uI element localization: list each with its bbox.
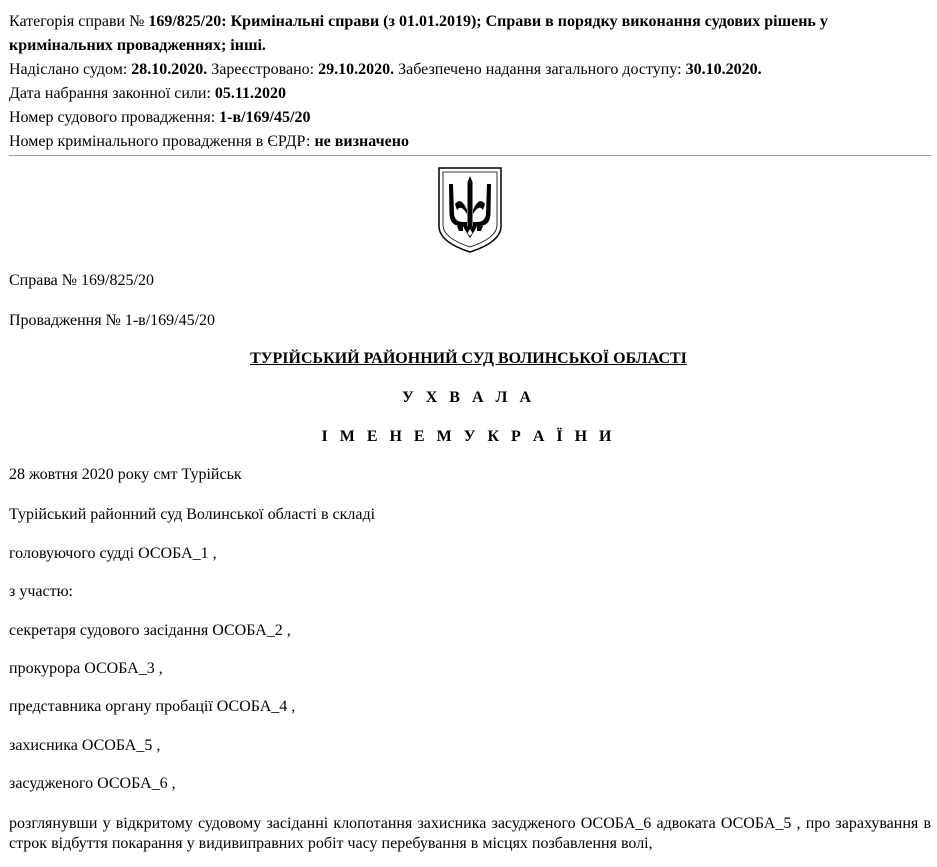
proceeding-number: Провадження № 1-в/169/45/20 xyxy=(9,312,216,329)
secretary: секретаря судового засідання ОСОБА_2 , xyxy=(9,622,291,639)
document-type: У Х В А Л А xyxy=(402,389,535,406)
defender: захисника ОСОБА_5 , xyxy=(9,737,161,754)
court-proceeding-value: 1-в/169/45/20 xyxy=(219,109,311,126)
case-metadata xyxy=(9,10,931,154)
erdr-number: Номер кримінального провадження в ЄРДР: не визначено xyxy=(9,133,409,150)
effective-date-value: 05.11.2020 xyxy=(214,85,287,102)
trident-coat-of-arms-icon xyxy=(437,166,503,254)
header-divider xyxy=(9,155,931,156)
convicted-person: засудженого ОСОБА_6 , xyxy=(9,775,176,792)
court-name: ТУРІЙСЬКИЙ РАЙОННИЙ СУД ВОЛИНСЬКОЇ ОБЛАСТІ xyxy=(250,350,687,367)
considered-paragraph: розглянувши у відкритому судовому засіданні клопотання захисника засудженого ОСОБА_6 адвоката ОСОБА_5 , про зарахування в строк відбуття покарання у видивиправних робіт часу перебування в місцях позбавлення волі, xyxy=(9,815,931,852)
access-date: 30.10.2020. xyxy=(685,61,762,78)
case-number: Справа № 169/825/20 xyxy=(9,272,154,289)
registered-date: 29.10.2020. xyxy=(318,61,395,78)
probation-representative: представника органу пробації ОСОБА_4 , xyxy=(9,698,296,715)
presiding-judge: головуючого судді ОСОБА_1 , xyxy=(9,545,217,562)
prosecutor: прокурора ОСОБА_3 , xyxy=(9,660,163,677)
case-category: Категорія справи № 169/825/20: Кримінальні справи (з 01.01.2019); Справи в порядку виконання судових рішень у кримінальних провадженнях; інші. xyxy=(9,13,828,54)
date-place: 28 жовтня 2020 року смт Турійськ xyxy=(9,466,242,483)
erdr-value: не визначено xyxy=(314,133,409,150)
court-composition: Турійський районний суд Волинської області в складі xyxy=(9,506,376,523)
participation: з участю: xyxy=(9,583,73,600)
court-proceeding-number: Номер судового провадження: 1-в/169/45/20 xyxy=(9,109,311,126)
effective-date: Дата набрання законної сили: 05.11.2020 xyxy=(9,85,287,102)
case-category-value: 169/825/20: Кримінальні справи (з 01.01.2019); Справи в порядку виконання судових рішень у кримінальних провадженнях; інші. xyxy=(9,13,828,54)
case-dates: Надіслано судом: 28.10.2020. Зареєстровано: 29.10.2020. Забезпечено надання загального доступу: 30.10.2020. xyxy=(9,61,762,78)
in-the-name-heading: І М Е Н Е М У К Р А Ї Н И xyxy=(321,428,616,445)
sent-date: 28.10.2020. xyxy=(131,61,208,78)
